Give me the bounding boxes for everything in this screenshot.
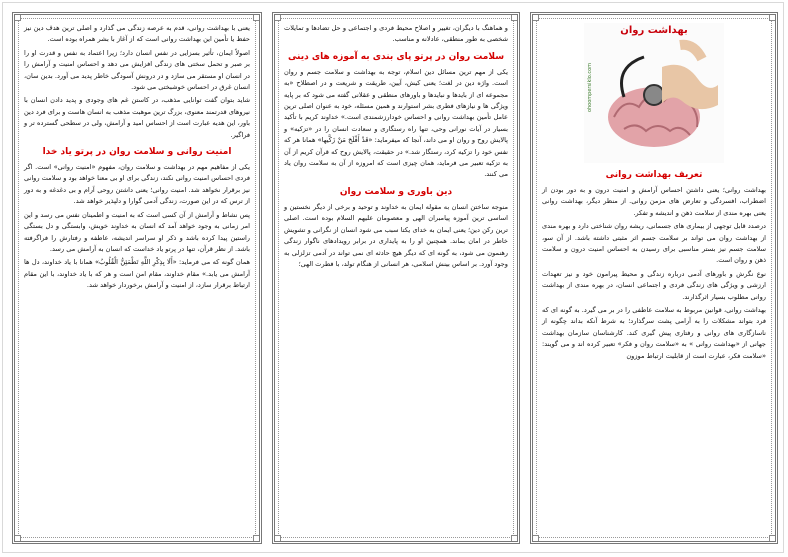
heading-security-remembrance: امنیت روانی و سلامت روان در پرتو یاد خدا	[42, 147, 232, 158]
paragraph: نوع نگرش و باورهای آدمی درباره زندگی و محیط پیرامون خود و نیز تعهدات ارزشی و ویژگی های زندگی فردی و اجتماعی انسان، در بهره مندی از بهداشت روانی مطلوب بسیار اثرگذارند.	[542, 269, 766, 301]
heading-religious-teachings: سلامت روان در پرتو پای بندی به آموزه های دینی	[287, 51, 505, 62]
heading-definition: تعریف بهداشت روانی	[605, 170, 703, 180]
watermark-text: ohoompersiklo.com	[587, 63, 593, 113]
paragraph: و هماهنگ با دیگران، تغییر و اصلاح محیط فردی و اجتماعی و حل تضادها و تمایلات شخصی به طور منطقی، عادلانه و مناسب.	[284, 24, 508, 44]
brain-stethoscope-illustration	[584, 37, 724, 161]
panel-middle	[272, 12, 520, 544]
paragraph: بهداشت روانی؛ یعنی داشتن احساس آرامش و امنیت درون و به دور بودن از اضطراب، افسردگی و تعارض های مزمن روانی. از منظر دیگر، بهداشت روانی یعنی بهره مندی از سلامت ذهن و اندیشه و تفکر.	[542, 186, 766, 217]
paragraph: شاید بتوان گفت توانایی مذهب، در کاستن غم های وجودی و پدید دادن انسان با نیروهای قدرتمند معنوی، بزرگ ترین موهبت مذهب به انسان هاست و برای فرد دین باور، این هدیه عبارت است از احساس امید و آرامش، ولی در سطحی گسترده تر و فراگیر.	[24, 96, 250, 139]
paragraph: اصولاً ایمان، تأثیر بسزایی در نفس انسان دارد؛ زیرا اعتماد به نفس و قدرت او را بر صبر و تحمل سختی های زندگی افزایش می دهد و احساس امنیت و آرامش را در انسان او مستقر می سازد و در درونش آسودگی خاطر پدید می آورد. بدین سان، انسان غرق در احساس خوشبختی می شود.	[24, 48, 250, 92]
paragraph: پس نشاط و آرامش از آن کسی است که به امنیت و اطمینان نفس می رسد و این امر زمانی به وجود خواهد آمد که انسان به خداوند خویش، وابستگی و دل بستگی راستین پیدا کرده باشد و ذکر او سراسر اندیشه، عاطفه و رفتارش را فراگرفته باشد. از نظر قرآن، تنها در پرتو یاد خداست که انسان به آرامش می رسد.	[24, 210, 250, 253]
paragraph: یکی از مفاهیم مهم در بهداشت و سلامت روان، مفهوم «امنیت روانی» است. اگر فردی احساس امنیت روانی نکند، زندگی برای او بی معنا خواهد بود و سلامت روانی نیز برقرار نخواهد شد. امنیت روانی؛ یعنی داشتن روحی آرام و بی دغدغه و به دور از ترس که در این صورت، زندگی آدمی گوارا و دلپذیر خواهد شد.	[24, 163, 250, 206]
paragraph: درصدد قابل توجهی از بیماری های جسمانی، ریشه روان شناختی دارد و بهره مندی از بهداشت روان می تواند بر سلامت جسم اثر مثبتی داشته باشد. از آن سو، سلامت جسم نیز بستر مناسبی برای رسیدن به احساس امنیت درون و سلامت ذهن و روان است.	[542, 222, 766, 265]
panel-right	[530, 12, 778, 544]
paragraph: بهداشت روانی، قوانین مربوط به سلامت عاطفی را در بر می گیرد. به گونه ای که فرد بتواند مشکلات را به آرامی پشت سرگذارد؛ به شرط آنکه بداند چگونه از ناسازگاری های روانی و رفتاری پیش گیری کند. کارشناسان سازمان بهداشت جهانی از «بهداشت روانی » به «سلامت روان و فکر» تعبیر کرده اند و می گویند: «سلامت فکر، عبارت است از قابلیت ارتباط موزون	[542, 306, 766, 360]
heading-faith-mental-health: دین باوری و سلامت روان	[339, 186, 453, 197]
paragraph: یکی از مهم ترین مسائل دین اسلام، توجه به بهداشت و سلامت جسم و روان است. واژه دین در لغت؛ یعنی کیش، آیین، طریقت و شریعت و در اصطلاح «به مجموعه ای از بایدها و نبایدها و باورهای منطقی و عقلانی گفته می شود که بر پایه ویژگی ها و نیازهای فطری بشر استوارند و همین مسئله، خود به عنوان اصلی ترین عامل تأمین بهداشت روانی و احساس خودارزشمندی است.» خداوند کریم با تأکید بسیار در آیات نورانی وحی، تنها راه رستگاری و سعادت انسان را در «تزکیه» و پالایش روح و روان او می داند، آنجا که میفرماید: «قَدْ أَفْلَحَ مَنْ زَكَّيها» همانا هر که نفس خود را تزکیه کرد، رستگار شد.» در حقیقت، پالایش روح که قرآن کریم از آن به تزکیه تعبیر می فرماید، همان چیزی است که امروزه از آن به سلامت روان یاد می کنند.	[284, 67, 508, 179]
panel-left	[12, 12, 262, 544]
paragraph: یعنی با بهداشت روانی، قدم به عرصه زندگی می گذارد و اصلی ترین هدف دین نیز حفظ یا تأمین این بهداشت روانی است که از آغاز با بشر همراه بوده است.	[24, 24, 250, 44]
poster-title: بهداشت روان	[620, 25, 688, 36]
paragraph: همان گونه که می فرماید: «أَلَا بِذِكْرِ اللَّهِ تَطْمَئِنُّ الْقُلُوبُ» همانا با یاد خداوند، دل ها آرامش می یابد.» مقام خداوند، مقام امن است و هر که با یاد خداوند، با این مقام ارتباط برقرار سازد، از امنیت و آرامش برخوردار خواهد شد.	[24, 258, 250, 290]
paragraph: منوجه ساختن انسان به مقوله ایمان به خداوند و توحید و برخی از دیگر نخستین و اساسی ترین آموزه پیامبران الهی و معصومان علیهم السلام بوده است. اصلی ترین رکن دین؛ یعنی ایمان به خدای یکتا سبب می شود انسان از نگرانی و تشویش خاطر در امان بماند. همچنین او را به پایداری در برابر رویدادهای ناگوار زندگی رهنمون می شود، به گونه ای که دیگر هیچ حادثه ای نمی تواند در آدمی تزلزلی به وجود آورد. بر اساس بینش اسلامی، هر انسانی از هنگام تولد، با فطرت الهی؛	[284, 202, 508, 268]
poster-image	[584, 23, 724, 163]
